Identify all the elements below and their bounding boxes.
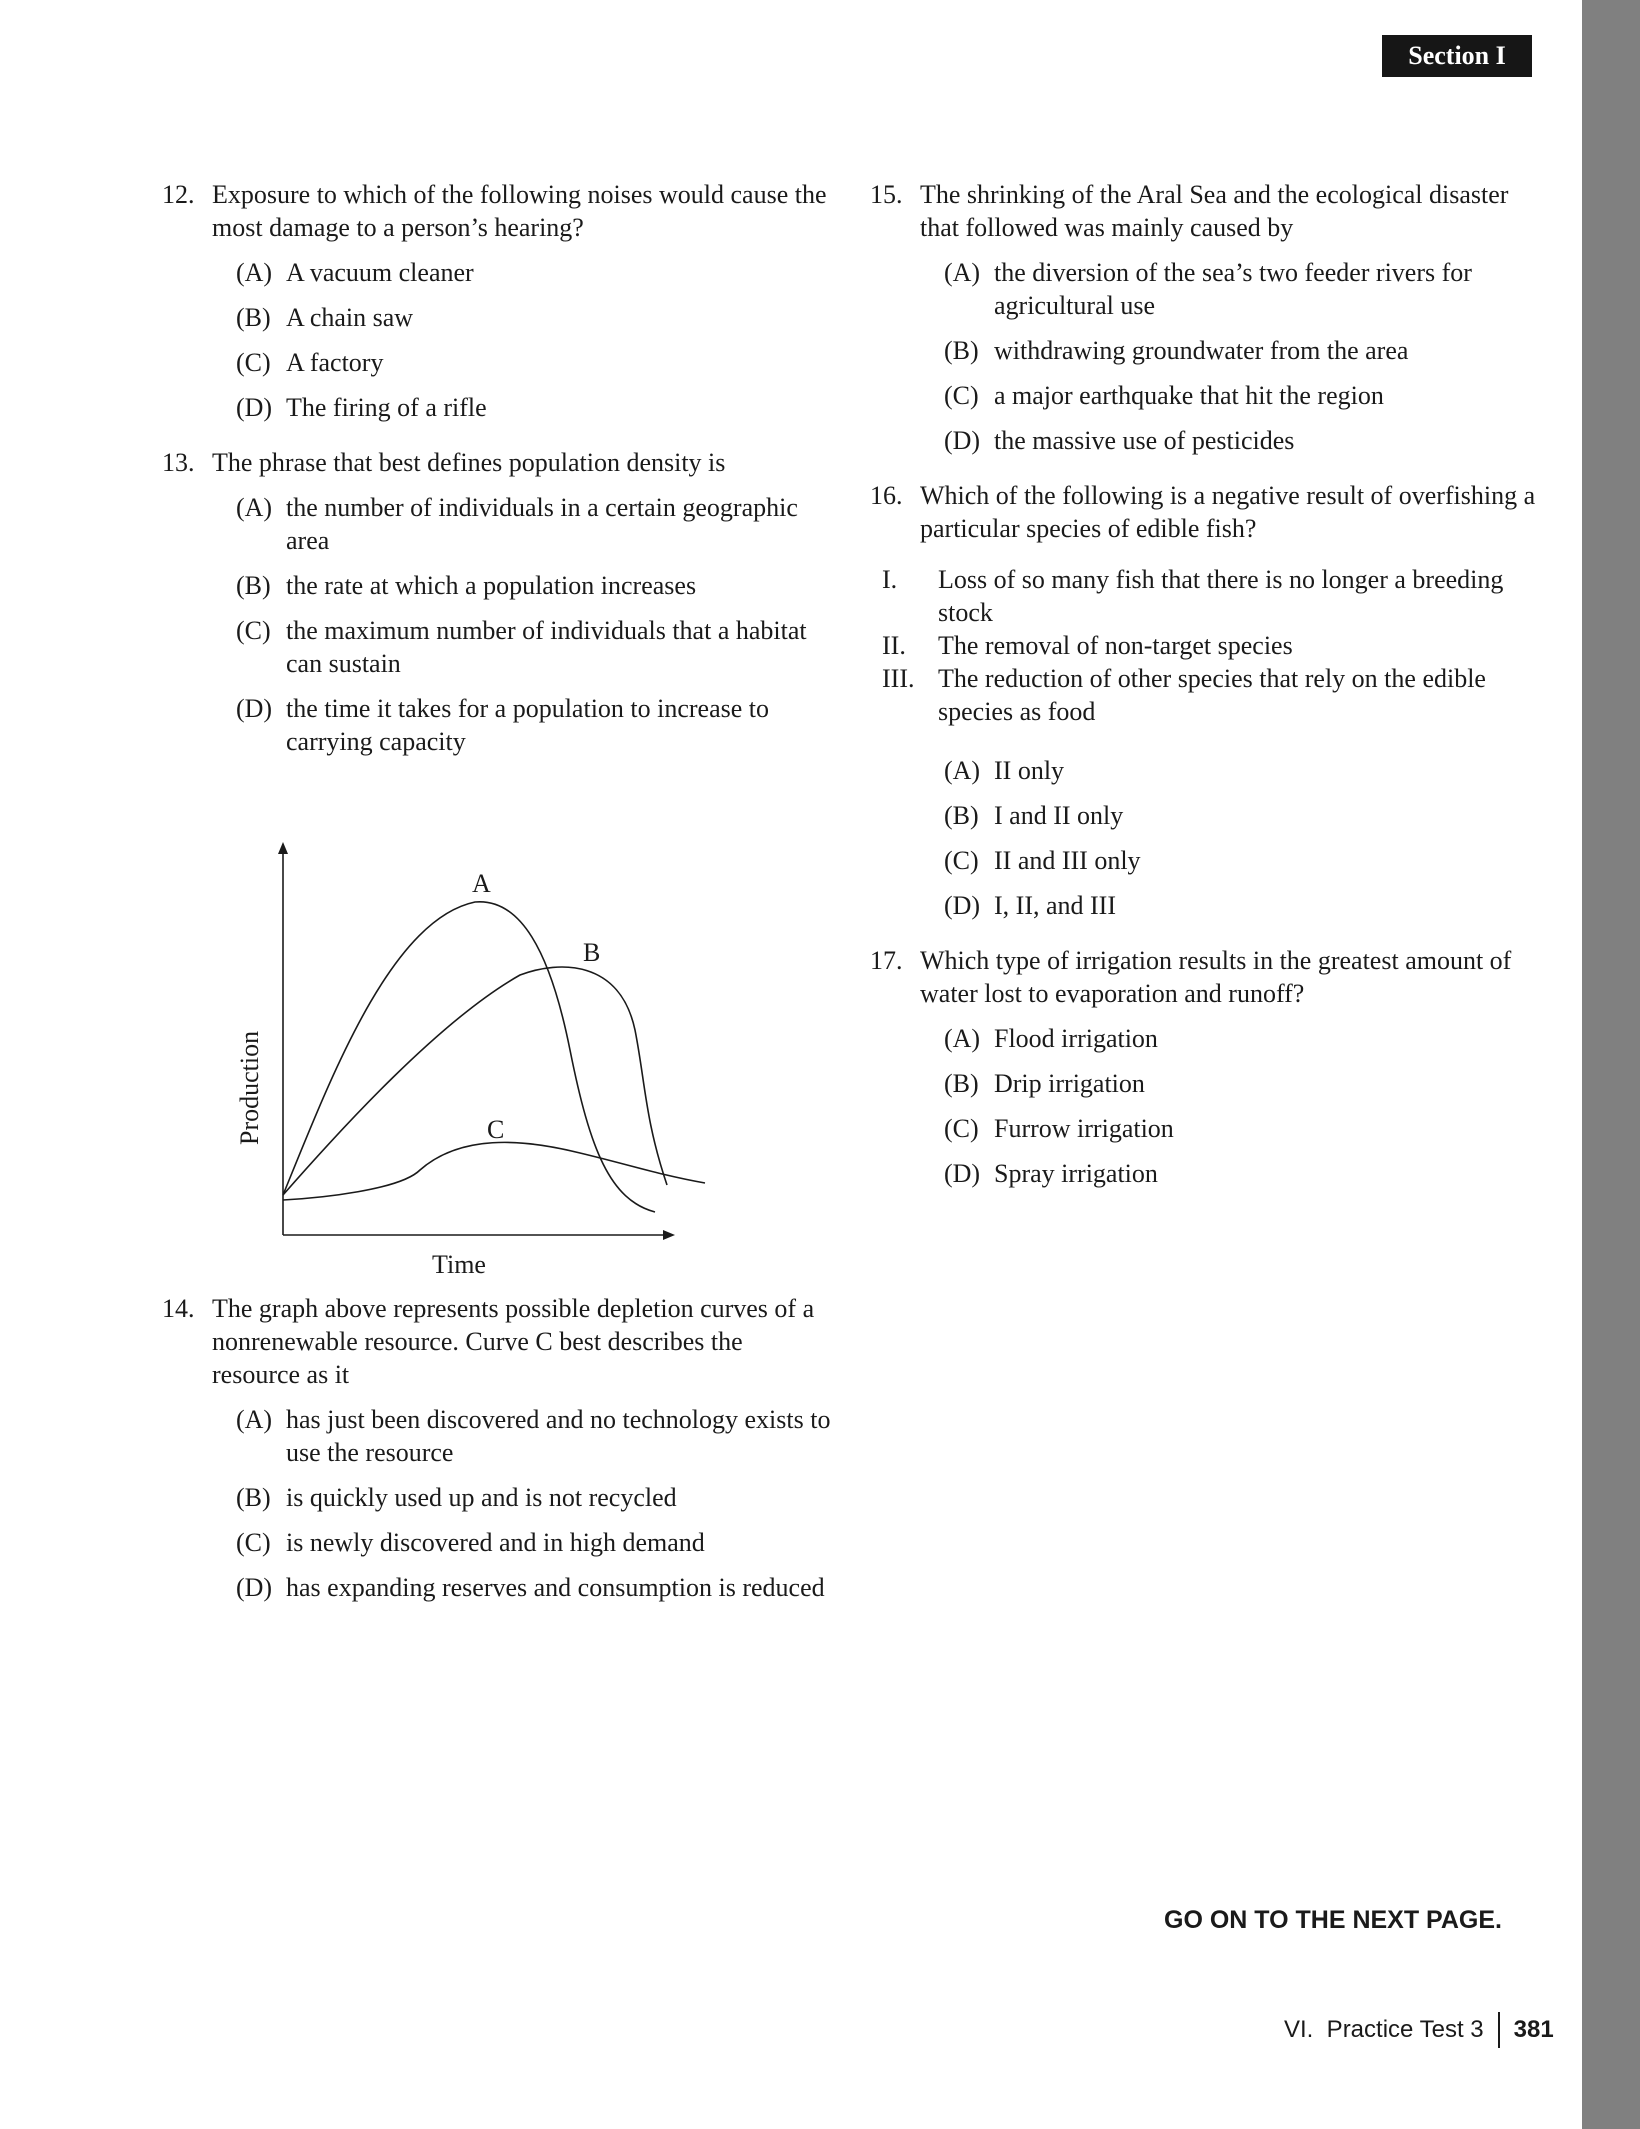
y-axis-arrow-icon <box>278 842 288 854</box>
statement-ii: II. The removal of non-target species <box>882 631 1293 660</box>
question-14-block <box>162 1292 832 1616</box>
answer-choices <box>212 1403 832 1604</box>
choice-c[interactable]: (C) the maximum number of individuals that a habitat can sustain <box>236 616 807 678</box>
page-number: 381 <box>1513 2016 1554 2043</box>
choice-a[interactable]: (A) the diversion of the sea’s two feeder rivers for agricultural use <box>944 258 1472 320</box>
question-14 <box>162 1292 832 1604</box>
page-edge-tab <box>1582 0 1640 2129</box>
choice-a[interactable]: (A) the number of individuals in a certain geographic area <box>236 493 798 555</box>
question-stem: The phrase that best defines population density is <box>212 448 726 477</box>
question-stem: Exposure to which of the following noises would cause the most damage to a person’s hearing? <box>212 180 827 242</box>
choice-c[interactable]: (C) A factory <box>236 348 384 377</box>
curve-c <box>283 1142 705 1200</box>
curve-b-label: B <box>583 938 601 967</box>
right-column <box>870 178 1540 1202</box>
answer-choices <box>920 256 1540 457</box>
question-stem: Which of the following is a negative result of overfishing a particular species of edible fish? <box>920 481 1536 543</box>
question-number: 12. <box>162 180 195 209</box>
choice-b[interactable]: (B) is quickly used up and is not recycled <box>236 1483 677 1512</box>
question-number: 14. <box>162 1294 195 1323</box>
answer-choices <box>212 256 832 424</box>
choice-d[interactable]: (D) The firing of a rifle <box>236 393 487 422</box>
depletion-curve-graph <box>220 820 740 1300</box>
question-stem: Which type of irrigation results in the greatest amount of water lost to evaporation and runoff? <box>920 946 1512 1008</box>
choice-a[interactable]: (A) II only <box>944 756 1065 785</box>
x-axis-arrow-icon <box>663 1230 675 1240</box>
curve-a-label: A <box>472 869 491 898</box>
curve-c-label: C <box>487 1115 505 1144</box>
answer-choices <box>920 754 1540 922</box>
choice-b[interactable]: (B) Drip irrigation <box>944 1069 1145 1098</box>
chapter-label: VI. Practice Test 3 <box>1284 2016 1484 2043</box>
choice-d[interactable]: (D) has expanding reserves and consumption is reduced <box>236 1573 825 1602</box>
choice-c[interactable]: (C) Furrow irrigation <box>944 1114 1174 1143</box>
question-stem: The graph above represents possible depletion curves of a nonrenewable resource. Curve C best describes the resource as it <box>212 1294 815 1389</box>
question-17 <box>870 944 1540 1190</box>
answer-choices <box>212 491 832 758</box>
choice-d[interactable]: (D) Spray irrigation <box>944 1159 1158 1188</box>
choice-c[interactable]: (C) II and III only <box>944 846 1141 875</box>
footer-divider <box>1498 2012 1500 2048</box>
section-badge: Section I <box>1382 35 1532 77</box>
question-15 <box>870 178 1540 457</box>
roman-statements <box>870 563 1540 728</box>
choice-d[interactable]: (D) the time it takes for a population to increase to carrying capacity <box>236 694 770 756</box>
left-column <box>162 178 832 770</box>
choice-b[interactable]: (B) A chain saw <box>236 303 414 332</box>
question-12 <box>162 178 832 424</box>
choice-b[interactable]: (B) withdrawing groundwater from the area <box>944 336 1409 365</box>
go-on-notice: GO ON TO THE NEXT PAGE. <box>1164 1906 1503 1934</box>
question-number: 15. <box>870 180 903 209</box>
choice-d[interactable]: (D) the massive use of pesticides <box>944 426 1295 455</box>
statement-iii: III. The reduction of other species that rely on the edible species as food <box>882 664 1486 726</box>
choice-d[interactable]: (D) I, II, and III <box>944 891 1116 920</box>
question-stem: The shrinking of the Aral Sea and the ecological disaster that followed was mainly caused by <box>920 180 1509 242</box>
question-number: 16. <box>870 481 903 510</box>
choice-c[interactable]: (C) is newly discovered and in high demand <box>236 1528 705 1557</box>
choice-b[interactable]: (B) the rate at which a population increases <box>236 571 697 600</box>
statement-i: I. Loss of so many fish that there is no longer a breeding stock <box>882 565 1504 627</box>
page-footer <box>1284 2012 1554 2048</box>
question-13 <box>162 446 832 758</box>
y-axis-label: Production <box>235 1030 264 1145</box>
choice-c[interactable]: (C) a major earthquake that hit the region <box>944 381 1384 410</box>
x-axis-label: Time <box>432 1250 486 1279</box>
question-16 <box>870 479 1540 545</box>
answer-choices <box>920 1022 1540 1190</box>
choice-a[interactable]: (A) Flood irrigation <box>944 1024 1158 1053</box>
question-number: 13. <box>162 448 195 477</box>
choice-a[interactable]: (A) has just been discovered and no technology exists to use the resource <box>236 1405 831 1467</box>
question-16-choices <box>870 754 1540 922</box>
question-number: 17. <box>870 946 903 975</box>
choice-a[interactable]: (A) A vacuum cleaner <box>236 258 474 287</box>
choice-b[interactable]: (B) I and II only <box>944 801 1124 830</box>
